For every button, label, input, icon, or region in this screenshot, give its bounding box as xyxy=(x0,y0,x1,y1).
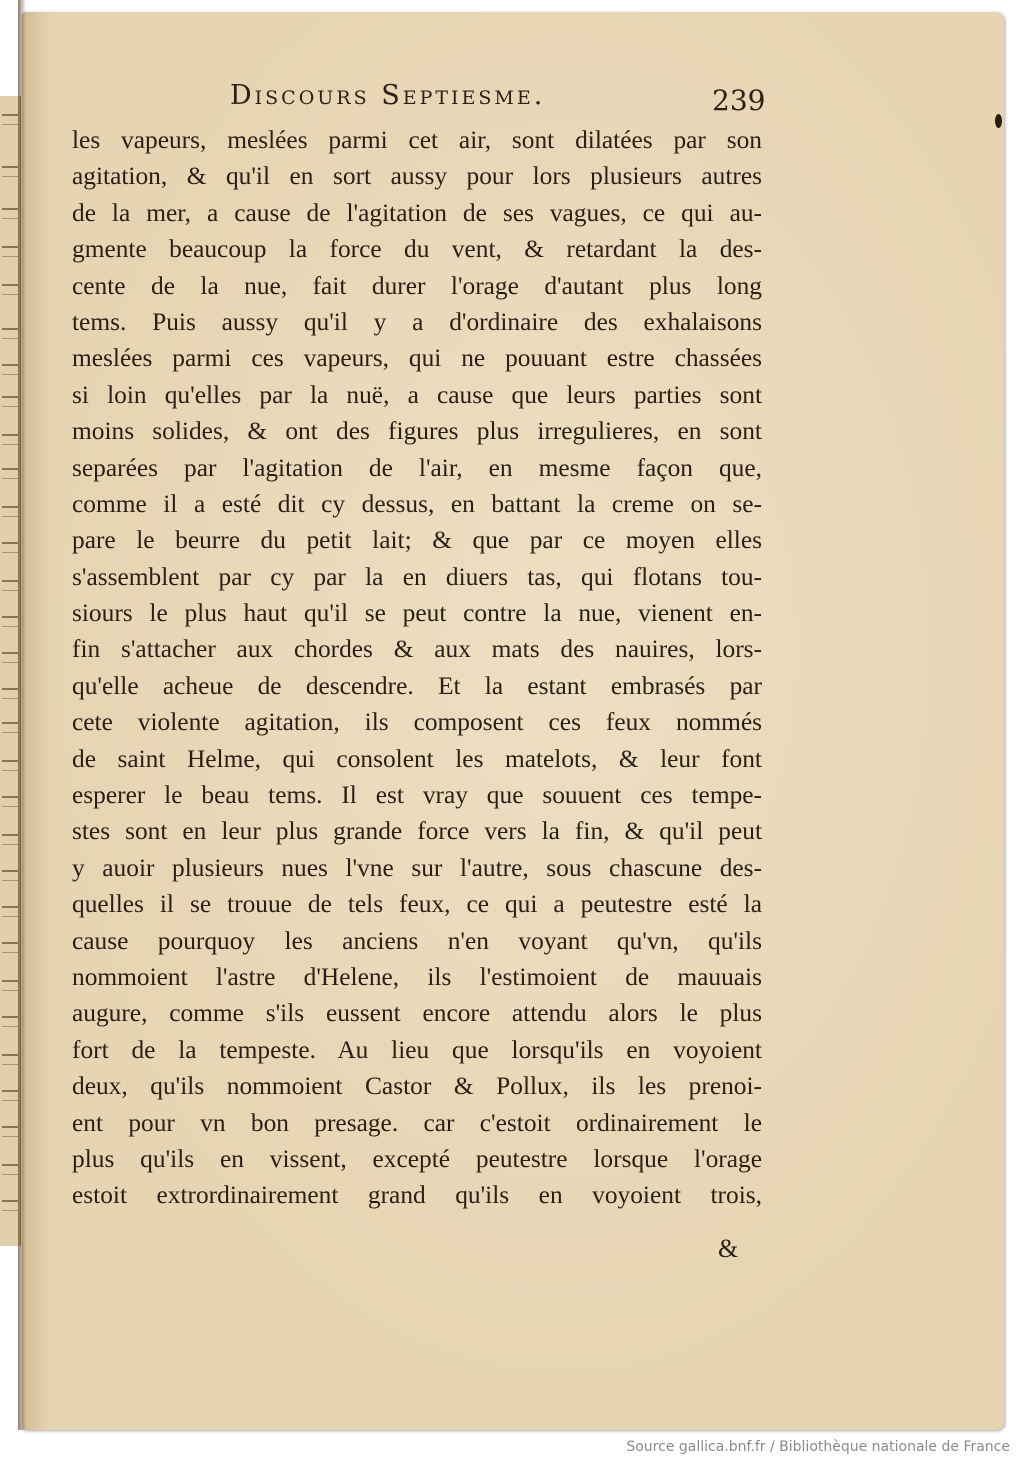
text-line: de la mer, a cause de l'agitation de ses vagues, ce qui au- xyxy=(72,198,762,227)
text-line: separées par l'agitation de l'air, en mesme façon que, xyxy=(72,453,762,482)
facing-page-text-fragment xyxy=(2,722,18,733)
text-line: fin s'attacher aux chordes & aux mats des nauires, lors- xyxy=(72,635,762,664)
facing-page-text-fragment xyxy=(2,1054,18,1065)
facing-page-text-fragment xyxy=(2,942,18,953)
text-line: cause pourquoy les anciens n'en voyant qu'vn, qu'ils xyxy=(72,926,762,955)
text-line: estoit extrordinairement grand qu'ils en voyoient trois, xyxy=(72,1181,762,1210)
text-line: quelles il se trouue de tels feux, ce qui a peutestre esté la xyxy=(72,890,762,919)
facing-page-text-fragment xyxy=(2,580,18,591)
text-line: plus qu'ils en vissent, excepté peutestre lorsque l'orage xyxy=(72,1144,762,1173)
text-line: esperer le beau tems. Il est vray que souuent ces tempe- xyxy=(72,781,762,810)
page-number: 239 xyxy=(712,84,766,117)
facing-page-text-fragment xyxy=(2,114,18,125)
facing-page-text-fragment xyxy=(2,506,18,517)
facing-page-text-fragment xyxy=(2,652,18,663)
text-line: fort de la tempeste. Au lieu que lorsqu'ils en voyoient xyxy=(72,1035,762,1064)
facing-page-text-fragment xyxy=(2,616,18,627)
facing-page-text-fragment xyxy=(2,1164,18,1175)
text-line: ent pour vn bon presage. car c'estoit ordinairement le xyxy=(72,1108,762,1137)
facing-page-text-fragment xyxy=(2,1126,18,1137)
spine-shadow xyxy=(18,0,26,1430)
facing-page-text-fragment xyxy=(2,542,18,553)
facing-page-text-fragment xyxy=(2,166,18,177)
catchword: & xyxy=(718,1234,739,1263)
facing-page-text-fragment xyxy=(2,364,18,375)
facing-page-text-fragment xyxy=(2,396,18,407)
facing-page-text-fragment xyxy=(2,1016,18,1027)
text-line: augure, comme s'ils eussent encore attendu alors le plus xyxy=(72,999,762,1028)
facing-page-text-fragment xyxy=(2,870,18,881)
text-line: les vapeurs, meslées parmi cet air, sont dilatées par son xyxy=(72,126,762,154)
facing-page-text-fragment xyxy=(2,760,18,771)
text-line: cete violente agitation, ils composent ces feux nommés xyxy=(72,708,762,737)
facing-page-text-fragment xyxy=(2,834,18,845)
facing-page-text-fragment xyxy=(2,284,18,295)
text-line: de saint Helme, qui consolent les matelots, & leur font xyxy=(72,744,762,773)
text-line: y auoir plusieurs nues l'vne sur l'autre, sous chascune des- xyxy=(72,853,762,882)
facing-page-text-fragment xyxy=(2,688,18,699)
text-line: qu'elle acheue de descendre. Et la estant embrasés par xyxy=(72,671,762,700)
text-line: pare le beurre du petit lait; & que par ce moyen elles xyxy=(72,526,762,555)
text-line: si loin qu'elles par la nuë, a cause que leurs parties sont xyxy=(72,380,762,409)
text-line: cente de la nue, fait durer l'orage d'autant plus long xyxy=(72,271,762,300)
text-line: deux, qu'ils nommoient Castor & Pollux, ils les prenoi- xyxy=(72,1072,762,1101)
facing-page-text-fragment xyxy=(2,980,18,991)
text-line: nommoient l'astre d'Helene, ils l'estimoient de mauuais xyxy=(72,962,762,991)
text-line: tems. Puis aussy qu'il y a d'ordinaire des exhalaisons xyxy=(72,307,762,336)
text-line: siours le plus haut qu'il se peut contre la nue, vienent en- xyxy=(72,599,762,628)
facing-page-text-fragment xyxy=(2,796,18,807)
text-line: comme il a esté dit cy dessus, en battant la creme on se- xyxy=(72,489,762,518)
page-edge-mark xyxy=(995,114,1002,128)
text-line: stes sont en leur plus grande force vers la fin, & qu'il peut xyxy=(72,817,762,846)
facing-page-text-fragment xyxy=(2,906,18,917)
text-line: s'assemblent par cy par la en diuers tas, qui flotans tou- xyxy=(72,562,762,591)
text-line: gmente beaucoup la force du vent, & retardant la des- xyxy=(72,235,762,264)
body-text xyxy=(72,122,762,1214)
running-head: Discours Septiesme. xyxy=(230,80,546,111)
facing-page-text-fragment xyxy=(2,1090,18,1101)
facing-page-text-fragment xyxy=(2,208,18,219)
text-line: meslées parmi ces vapeurs, qui ne pouuant estre chassées xyxy=(72,344,762,373)
text-line: agitation, & qu'il en sort aussy pour lors plusieurs autres xyxy=(72,162,762,191)
facing-page-text-fragment xyxy=(2,434,18,445)
text-line: moins solides, & ont des figures plus irregulieres, en sont xyxy=(72,417,762,446)
facing-page-text-fragment xyxy=(2,246,18,257)
source-credit: Source gallica.bnf.fr / Bibliothèque nationale de France xyxy=(626,1439,1010,1455)
facing-page-text-fragment xyxy=(2,468,18,479)
facing-page-text-fragment xyxy=(2,1200,18,1211)
facing-page-text-fragment xyxy=(2,328,18,339)
